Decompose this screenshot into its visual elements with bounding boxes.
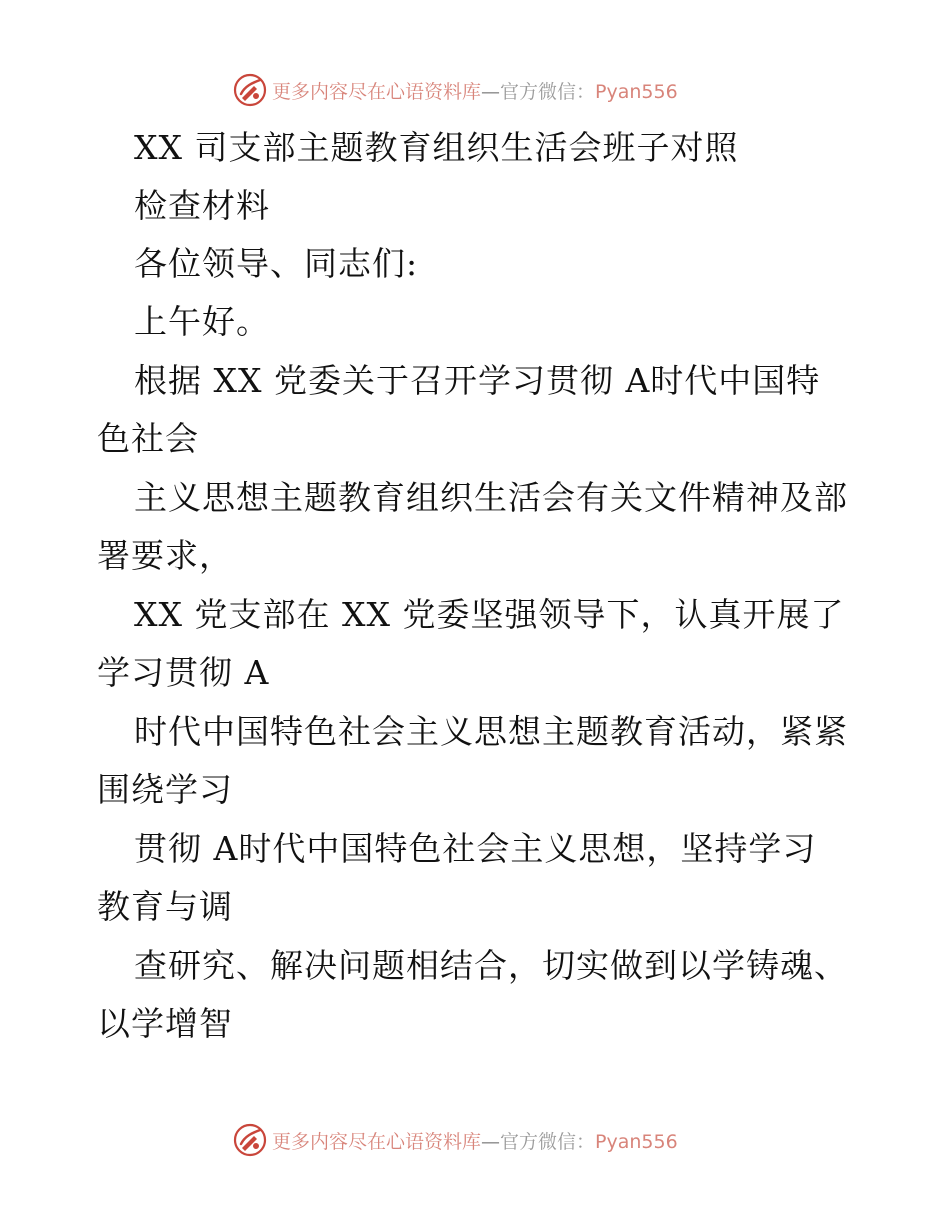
footer-watermark: [232, 1120, 732, 1160]
banner-main-text: 更多内容尽在心语资料库: [272, 1130, 482, 1153]
doc-line: 以学增智: [97, 1004, 233, 1043]
banner-wechat-id: Pyan556: [595, 80, 678, 103]
banner-dash: —: [481, 1130, 501, 1153]
banner-main-text: 更多内容尽在心语资料库: [272, 80, 482, 103]
doc-line: 色社会: [97, 419, 199, 458]
banner-dash: —: [481, 80, 501, 103]
doc-line: XX 党支部在 XX 党委坚强领导下，认真开展了: [134, 595, 845, 634]
doc-line: 上午好。: [134, 302, 270, 341]
doc-line: 检查材料: [134, 186, 270, 225]
doc-line: 各位领导、同志们:: [134, 244, 419, 283]
doc-line: 查研究、解决问题相结合，切实做到以学铸魂、: [134, 946, 848, 985]
doc-line: 贯彻 A时代中国特色社会主义思想，坚持学习: [134, 829, 817, 868]
banner-wechat-label: 官方微信：: [500, 80, 596, 103]
banner-wechat-label: 官方微信：: [500, 1130, 596, 1153]
banner-wechat-id: Pyan556: [595, 1130, 678, 1153]
doc-line: 根据 XX 党委关于召开学习贯彻 A时代中国特: [134, 361, 821, 400]
doc-line: 时代中国特色社会主义思想主题教育活动，紧紧: [134, 712, 848, 751]
book-logo-icon: [232, 72, 268, 108]
doc-line: 署要求，: [97, 536, 233, 575]
header-watermark: [232, 70, 732, 110]
doc-line: 教育与调: [97, 887, 233, 926]
doc-line: 主义思想主题教育组织生活会有关文件精神及部: [134, 478, 848, 517]
doc-line: 学习贯彻 A: [97, 653, 270, 692]
doc-line: 围绕学习: [97, 770, 233, 809]
doc-line: XX 司支部主题教育组织生活会班子对照: [134, 128, 739, 167]
book-logo-icon: [232, 1122, 268, 1158]
